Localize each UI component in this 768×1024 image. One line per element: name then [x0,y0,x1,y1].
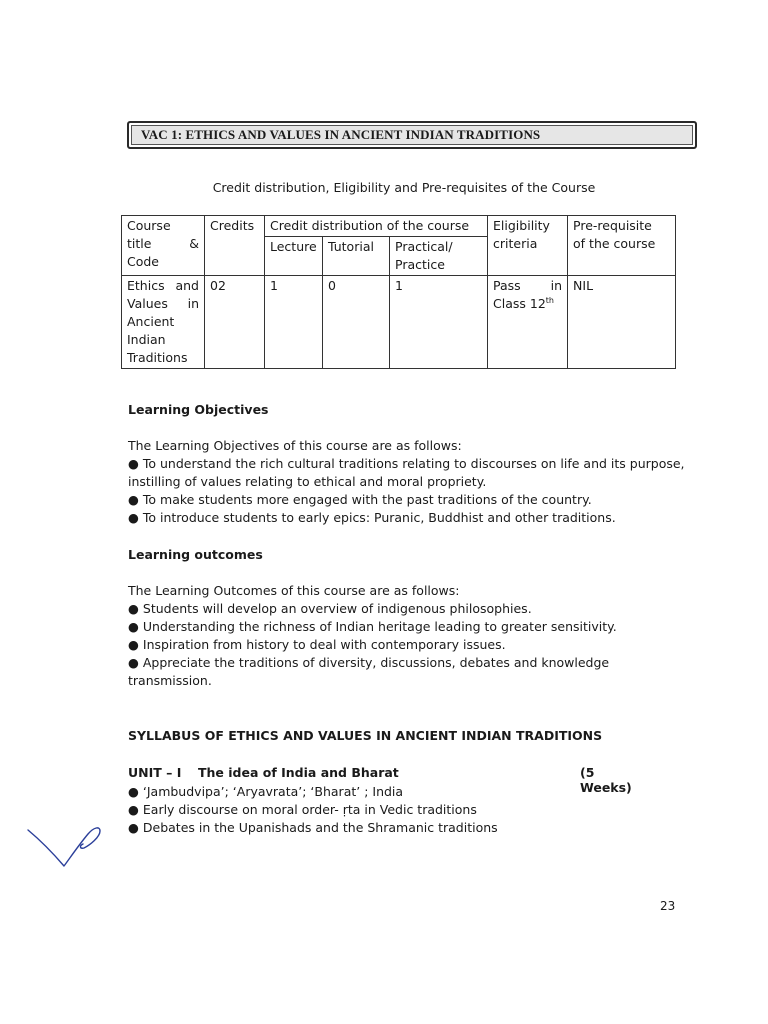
learning-objectives-heading: Learning Objectives [128,402,269,417]
header-eligibility-line1: Eligibility [493,218,550,233]
cell-eligibility [488,276,568,369]
header-course-line2 [127,235,199,253]
header-prereq-line2: of the course [573,236,656,251]
header-eligibility-line2: criteria [493,236,538,251]
cell-practical: 1 [390,276,488,369]
header-practical-line1: Practical/ [395,239,453,254]
list-item: ● To introduce students to early epics: Puranic, Buddhist and other traditions. [128,510,616,525]
unit-label: UNIT – I [128,765,182,780]
header-prereq-line1: Pre-requisite [573,218,652,233]
unit-duration: (5 Weeks) [580,765,632,795]
list-item: ● To understand the rich cultural traditions relating to discourses on life and its purpose, [128,456,685,471]
cell-course-line2 [127,295,199,313]
cell-eligibility-word: Pass [493,278,521,293]
header-course-line1: Course [127,218,171,233]
cell-eligibility-line2 [493,295,562,313]
cell-eligibility-line1 [493,277,562,295]
signature-tick-mark [26,818,116,878]
learning-objectives-section [128,401,685,527]
learning-objectives-intro: The Learning Objectives of this course are as follows: [128,438,462,453]
cell-course-line4: Indian [127,332,166,347]
header-tutorial: Tutorial [323,237,390,276]
cell-course-word: and [175,278,199,293]
cell-prerequisite: NIL [568,276,676,369]
cell-credits: 02 [205,276,265,369]
list-item: ● Early discourse on moral order- ṛta in Vedic traditions [128,802,477,817]
header-credits: Credits [205,216,265,276]
header-course-code: Code [127,254,160,269]
header-prerequisite [568,216,676,276]
list-item: transmission. [128,673,212,688]
cell-course-word: in [187,296,199,311]
cell-course-word: Values [127,296,168,311]
course-title-box [127,121,697,149]
unit-title: The idea of India and Bharat [198,765,399,780]
cell-eligibility-word: in [550,278,563,293]
cell-lecture: 1 [265,276,323,369]
list-item: instilling of values relating to ethical and moral propriety. [128,474,487,489]
syllabus-heading: SYLLABUS OF ETHICS AND VALUES IN ANCIENT INDIAN TRADITIONS [128,728,603,743]
list-item: ● Inspiration from history to deal with contemporary issues. [128,637,506,652]
header-practical-line2: Practice [395,257,445,272]
page-number: 23 [660,899,676,913]
header-course-amp: & [189,236,199,251]
cell-eligibility-sup: th [545,295,555,305]
unit-topics [128,783,498,837]
table-header-row [122,216,676,237]
header-lecture: Lecture [265,237,323,276]
cell-course-line5: Traditions [127,350,188,365]
cell-course-word: Ethics [127,278,165,293]
credit-distribution-table [121,215,676,369]
header-credit-distribution: Credit distribution of the course [265,216,488,237]
list-item: ● To make students more engaged with the past traditions of the country. [128,492,592,507]
list-item: ● ‘Jambudvipa’; ‘Aryavrata’; ‘Bharat’ ; India [128,784,404,799]
cell-course-line3: Ancient [127,314,175,329]
cell-course-line1 [127,277,199,295]
course-title: VAC 1: ETHICS AND VALUES IN ANCIENT INDIAN TRADITIONS [141,127,541,142]
header-eligibility [488,216,568,276]
header-practical [390,237,488,276]
learning-outcomes-heading: Learning outcomes [128,547,263,562]
table-row [122,276,676,369]
list-item: ● Students will develop an overview of indigenous philosophies. [128,601,532,616]
learning-outcomes-intro: The Learning Outcomes of this course are as follows: [128,583,460,598]
cell-eligibility-class: Class 12 [493,296,546,311]
list-item: ● Understanding the richness of Indian heritage leading to greater sensitivity. [128,619,617,634]
cell-tutorial: 0 [323,276,390,369]
cell-course-title [122,276,205,369]
list-item: ● Appreciate the traditions of diversity, discussions, debates and knowledge [128,655,610,670]
header-course-title [122,216,205,276]
learning-outcomes-section [128,546,617,690]
header-course-title-word: title [127,236,152,251]
table-caption: Credit distribution, Eligibility and Pre-requisites of the Course [212,180,596,195]
list-item: ● Debates in the Upanishads and the Shramanic traditions [128,820,498,835]
